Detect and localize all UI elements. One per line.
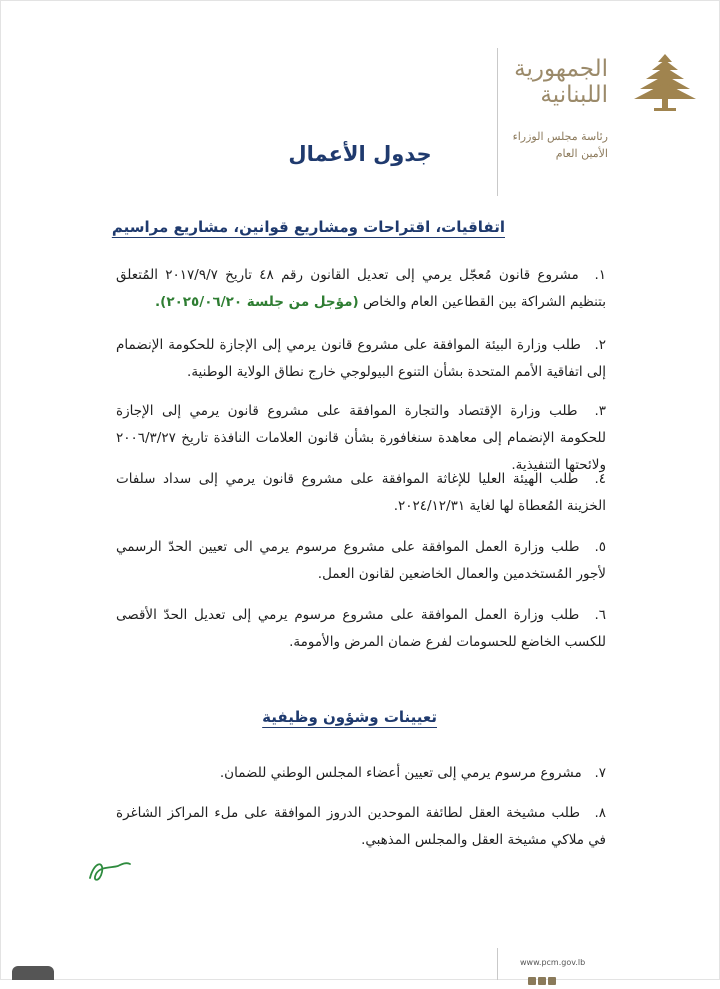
item-number: ٢. <box>594 337 606 353</box>
agenda-item-7 <box>116 760 606 787</box>
item-note: (مؤجل من جلسة ٢٠٢٥/٠٦/٢٠). <box>155 294 359 310</box>
youtube-icon[interactable] <box>548 977 556 985</box>
section-heading-appointments: تعيينات وشؤون وظيفية <box>262 708 437 726</box>
twitter-icon[interactable] <box>538 977 546 985</box>
agenda-item-5 <box>116 534 606 588</box>
item-number: ٣. <box>594 403 606 419</box>
office-line-2: الأمين العام <box>555 147 608 160</box>
item-number: ٧. <box>594 765 606 781</box>
agenda-item-1 <box>116 262 606 316</box>
item-number: ٥. <box>594 539 607 555</box>
office-name <box>498 128 608 162</box>
item-number: ١. <box>594 267 606 283</box>
item-number: ٦. <box>594 607 606 623</box>
seal-title: الجمهورية اللبنانية <box>514 56 608 108</box>
item-number: ٤. <box>594 471 606 487</box>
footer-divider <box>497 948 498 980</box>
item-text: طلب وزارة العمل الموافقة على مشروع مرسوم يرمي إلى تعديل الحدّ الأقصى للكسب الخاضع للحسومات لفرع ضمان المرض والأمومة. <box>116 607 606 650</box>
footer-website[interactable]: www.pcm.gov.lb <box>520 958 586 967</box>
section-heading-laws: اتفاقيات، اقتراحات ومشاريع قوانين، مشاريع مراسيم <box>111 218 505 236</box>
page-title: جدول الأعمال <box>288 142 432 166</box>
agenda-item-4 <box>116 466 606 520</box>
item-text: طلب وزارة الإقتصاد والتجارة الموافقة على مشروع قانون يرمي إلى الإجازة للحكومة الإنضمام إلى معاهدة سنغافورة بشأن قانون العلامات النافذة تاريخ ٢٠٠٦/٣/٢٧ ولائحتها التنفيذية. <box>116 403 606 473</box>
item-text: مشروع مرسوم يرمي إلى تعيين أعضاء المجلس الوطني للضمان. <box>219 765 582 781</box>
item-number: ٨. <box>594 805 606 821</box>
agenda-item-8 <box>116 800 606 854</box>
agenda-item-2 <box>116 332 606 386</box>
item-text: طلب الهيئة العليا للإغاثة الموافقة على مشروع قانون يرمي إلى سداد سلفات الخزينة المُعطاة لها لغاية ٢٠٢٤/١٢/٣١. <box>116 471 606 514</box>
item-text: مشروع قانون مُعجّل يرمي إلى تعديل القانون رقم ٤٨ تاريخ ٢٠١٧/٩/٧ المُتعلق بتنظيم الشراكة بين القطاعين العام والخاص <box>116 267 606 310</box>
signature-mark <box>86 852 134 886</box>
corner-button[interactable] <box>12 966 54 980</box>
item-text: طلب وزارة العمل الموافقة على مشروع مرسوم يرمي الى تعيين الحدّ الرسمي لأجور المُستخدمين والعمال الخاضعين لقانون العمل. <box>116 539 606 582</box>
facebook-icon[interactable] <box>528 977 536 985</box>
cedar-emblem-icon <box>632 52 698 114</box>
item-text: طلب وزارة البيئة الموافقة على مشروع قانون يرمي إلى الإجازة للحكومة الإنضمام إلى اتفاقية الأمم المتحدة بشأن التنوع البيولوجي خارج نطاق الولاية الوطنية. <box>116 337 606 380</box>
item-text: طلب مشيخة العقل لطائفة الموحدين الدروز الموافقة على ملء المراكز الشاغرة في ملاكي مشيخة العقل والمجلس المذهبي. <box>116 805 606 848</box>
agenda-item-6 <box>116 602 606 656</box>
office-line-1: رئاسة مجلس الوزراء <box>512 130 608 143</box>
